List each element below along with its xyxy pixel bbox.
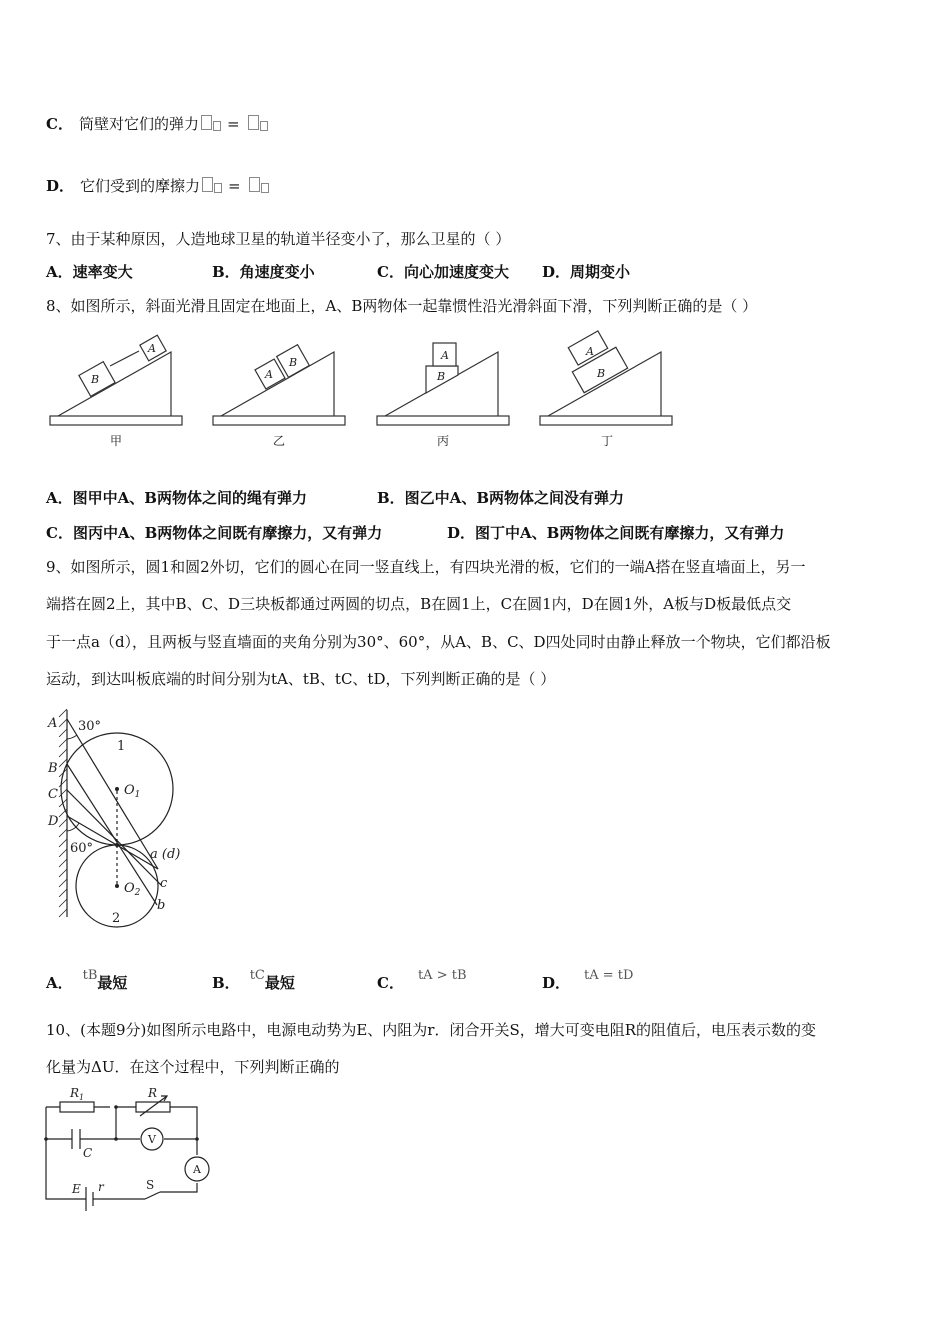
wire (46, 1107, 197, 1199)
q9-option-a-formula: tB (82, 968, 98, 983)
q10-stem-line2: 化量为ΔU．在这个过程中，下列判断正确的 (46, 1058, 340, 1076)
q6-option-c-eq: = (226, 115, 240, 133)
figure-label-ding: 丁 (601, 434, 614, 448)
label-r: R (148, 1086, 158, 1100)
board-c (67, 790, 161, 885)
q6-option-d-letter: D． (46, 177, 75, 195)
q9-stem-line4: 运动，到达叫板底端的时间分别为tA、tB、tC、tD，下列判断正确的是（ ） (46, 670, 556, 688)
label-o2-sub: 2 (134, 888, 141, 898)
label-b: B (91, 373, 100, 386)
node-dot (44, 1137, 48, 1141)
q8-option-b: B．图乙中A、B两物体之间没有弹力 (377, 489, 624, 507)
q8-option-c: C．图丙中A、B两物体之间既有摩擦力，又有弹力 (46, 524, 383, 542)
figure-label-bing: 丙 (437, 434, 450, 448)
q6-option-c-letter: C． (46, 115, 73, 133)
label-v: V (148, 1133, 156, 1146)
label-c-wall: C (48, 787, 58, 802)
q9-option-c-letter: C． (377, 974, 404, 992)
label-o2-main: O (124, 881, 135, 896)
formula-placeholder-icon (249, 177, 260, 192)
node-dot (195, 1137, 199, 1141)
formula-placeholder-icon (260, 121, 268, 131)
label-r-int: r (98, 1180, 104, 1194)
label-b-wall: B (48, 761, 58, 776)
label-b: B (597, 367, 606, 380)
board-b (67, 764, 157, 905)
label-a: A (265, 368, 273, 381)
q9-option-b-letter: B． (212, 974, 240, 992)
label-a: A (148, 342, 156, 355)
o2-dot (115, 884, 119, 888)
q6-option-c (46, 114, 268, 134)
q9-figure (40, 705, 200, 930)
q9-option-d-letter: D． (542, 974, 571, 992)
rope (110, 351, 139, 366)
o1-dot (115, 787, 119, 791)
q8-option-a: A．图甲中A、B两物体之间的绳有弹力 (46, 489, 307, 507)
q9-stem-line2: 端搭在圆2上，其中B、C、D三块板都通过两圆的切点，B在圆1上，C在圆1内，D在圆1外，A板与D板最低点交 (46, 595, 792, 613)
incline (221, 352, 334, 416)
q9-option-b-text: 最短 (264, 974, 295, 992)
q8-stem: 8、如图所示，斜面光滑且固定在地面上，A、B两物体一起靠惯性沿光滑斜面下滑，下列判断正确的是（ ） (46, 297, 758, 315)
formula-placeholder-icon (213, 121, 221, 131)
circle-1-label: 1 (117, 739, 126, 754)
ground-base (377, 416, 509, 425)
q7-option-d: D．周期变小 (542, 263, 631, 281)
label-ad: a (d) (150, 847, 181, 862)
q9-option-c-formula: tA > tB (417, 968, 467, 983)
angle-60-label: 60° (70, 841, 94, 856)
q6-option-d-eq: = (228, 177, 241, 195)
q9-option-b (212, 968, 295, 995)
label-a: A (441, 349, 449, 362)
q7-option-a: A．速率变大 (46, 263, 133, 281)
incline (58, 352, 171, 416)
label-e: E (72, 1182, 81, 1196)
switch-blade (145, 1192, 160, 1199)
angle-30-label: 30° (78, 719, 102, 734)
circle-2-label: 2 (112, 911, 121, 926)
label-a-wall: A (48, 716, 58, 731)
label-d-wall: D (48, 814, 59, 829)
q9-option-a-letter: A． (46, 974, 73, 992)
q6-option-d-text: 它们受到的摩擦力 (80, 177, 201, 195)
q9-stem-line3: 于一点a（d），且两板与竖直墙面的夹角分别为30°、60°，从A、B、C、D四处同时由静止释放一个物块，它们都沿板 (46, 633, 831, 651)
formula-placeholder-icon (214, 183, 222, 193)
q9-option-c (377, 968, 467, 995)
figure-label-yi: 乙 (273, 434, 286, 448)
q8-option-d: D．图丁中A、B两物体之间既有摩擦力，又有弹力 (447, 524, 785, 542)
label-r1-sub: 1 (79, 1093, 85, 1102)
label-a: A (586, 345, 594, 358)
label-b-end: b (157, 898, 166, 913)
q6-option-d (46, 176, 269, 196)
figure-label-jia: 甲 (110, 434, 123, 448)
q7-option-c: C．向心加速度变大 (377, 263, 509, 281)
label-o1 (124, 783, 140, 800)
q9-option-a-text: 最短 (97, 974, 128, 992)
q9-option-a (46, 968, 128, 995)
resistor-r1 (60, 1102, 94, 1112)
q10-circuit (40, 1083, 220, 1215)
formula-placeholder-icon (202, 177, 213, 192)
q9-option-b-formula: tC (249, 968, 265, 983)
ground-base (50, 416, 182, 425)
q9-option-d-formula: tA = tD (584, 968, 634, 983)
ground-base (213, 416, 345, 425)
formula-placeholder-icon (248, 115, 259, 130)
tangent-dot (115, 843, 119, 847)
formula-placeholder-icon (261, 183, 269, 193)
q9-option-d (542, 968, 634, 995)
wire (46, 1107, 197, 1155)
label-o1-main: O (124, 783, 135, 798)
q10-stem-line1: 10、(本题9分)如图所示电路中，电源电动势为E、内阻为r．闭合开关S，增大可变电阻R的阻值后，电压表示数的变 (46, 1021, 817, 1039)
label-c-end: c (160, 876, 168, 891)
label-o2 (124, 881, 141, 898)
label-c: C (83, 1146, 93, 1160)
label-r1-main: R (70, 1086, 80, 1100)
label-s: S (146, 1178, 155, 1192)
label-b: B (437, 370, 446, 383)
node-dot (114, 1105, 118, 1109)
angle-arc-30 (67, 735, 77, 739)
label-r1 (69, 1086, 84, 1102)
q7-option-b: B．角速度变小 (212, 263, 315, 281)
label-b: B (289, 356, 298, 369)
formula-placeholder-icon (201, 115, 212, 130)
q6-option-c-text: 筒壁对它们的弹力 (78, 115, 199, 133)
q7-stem: 7、由于某种原因，人造地球卫星的轨道半径变小了，那么卫星的（ ） (46, 230, 511, 248)
q9-stem-line1: 9、如图所示，圆1和圆2外切，它们的圆心在同一竖直线上，有四块光滑的板，它们的一端A搭在竖直墙面上，另一 (46, 558, 806, 576)
ground-base (540, 416, 672, 425)
label-a: A (193, 1163, 201, 1176)
label-o1-sub: 1 (134, 790, 141, 800)
node-dot (114, 1137, 118, 1141)
q8-figures (40, 330, 680, 455)
